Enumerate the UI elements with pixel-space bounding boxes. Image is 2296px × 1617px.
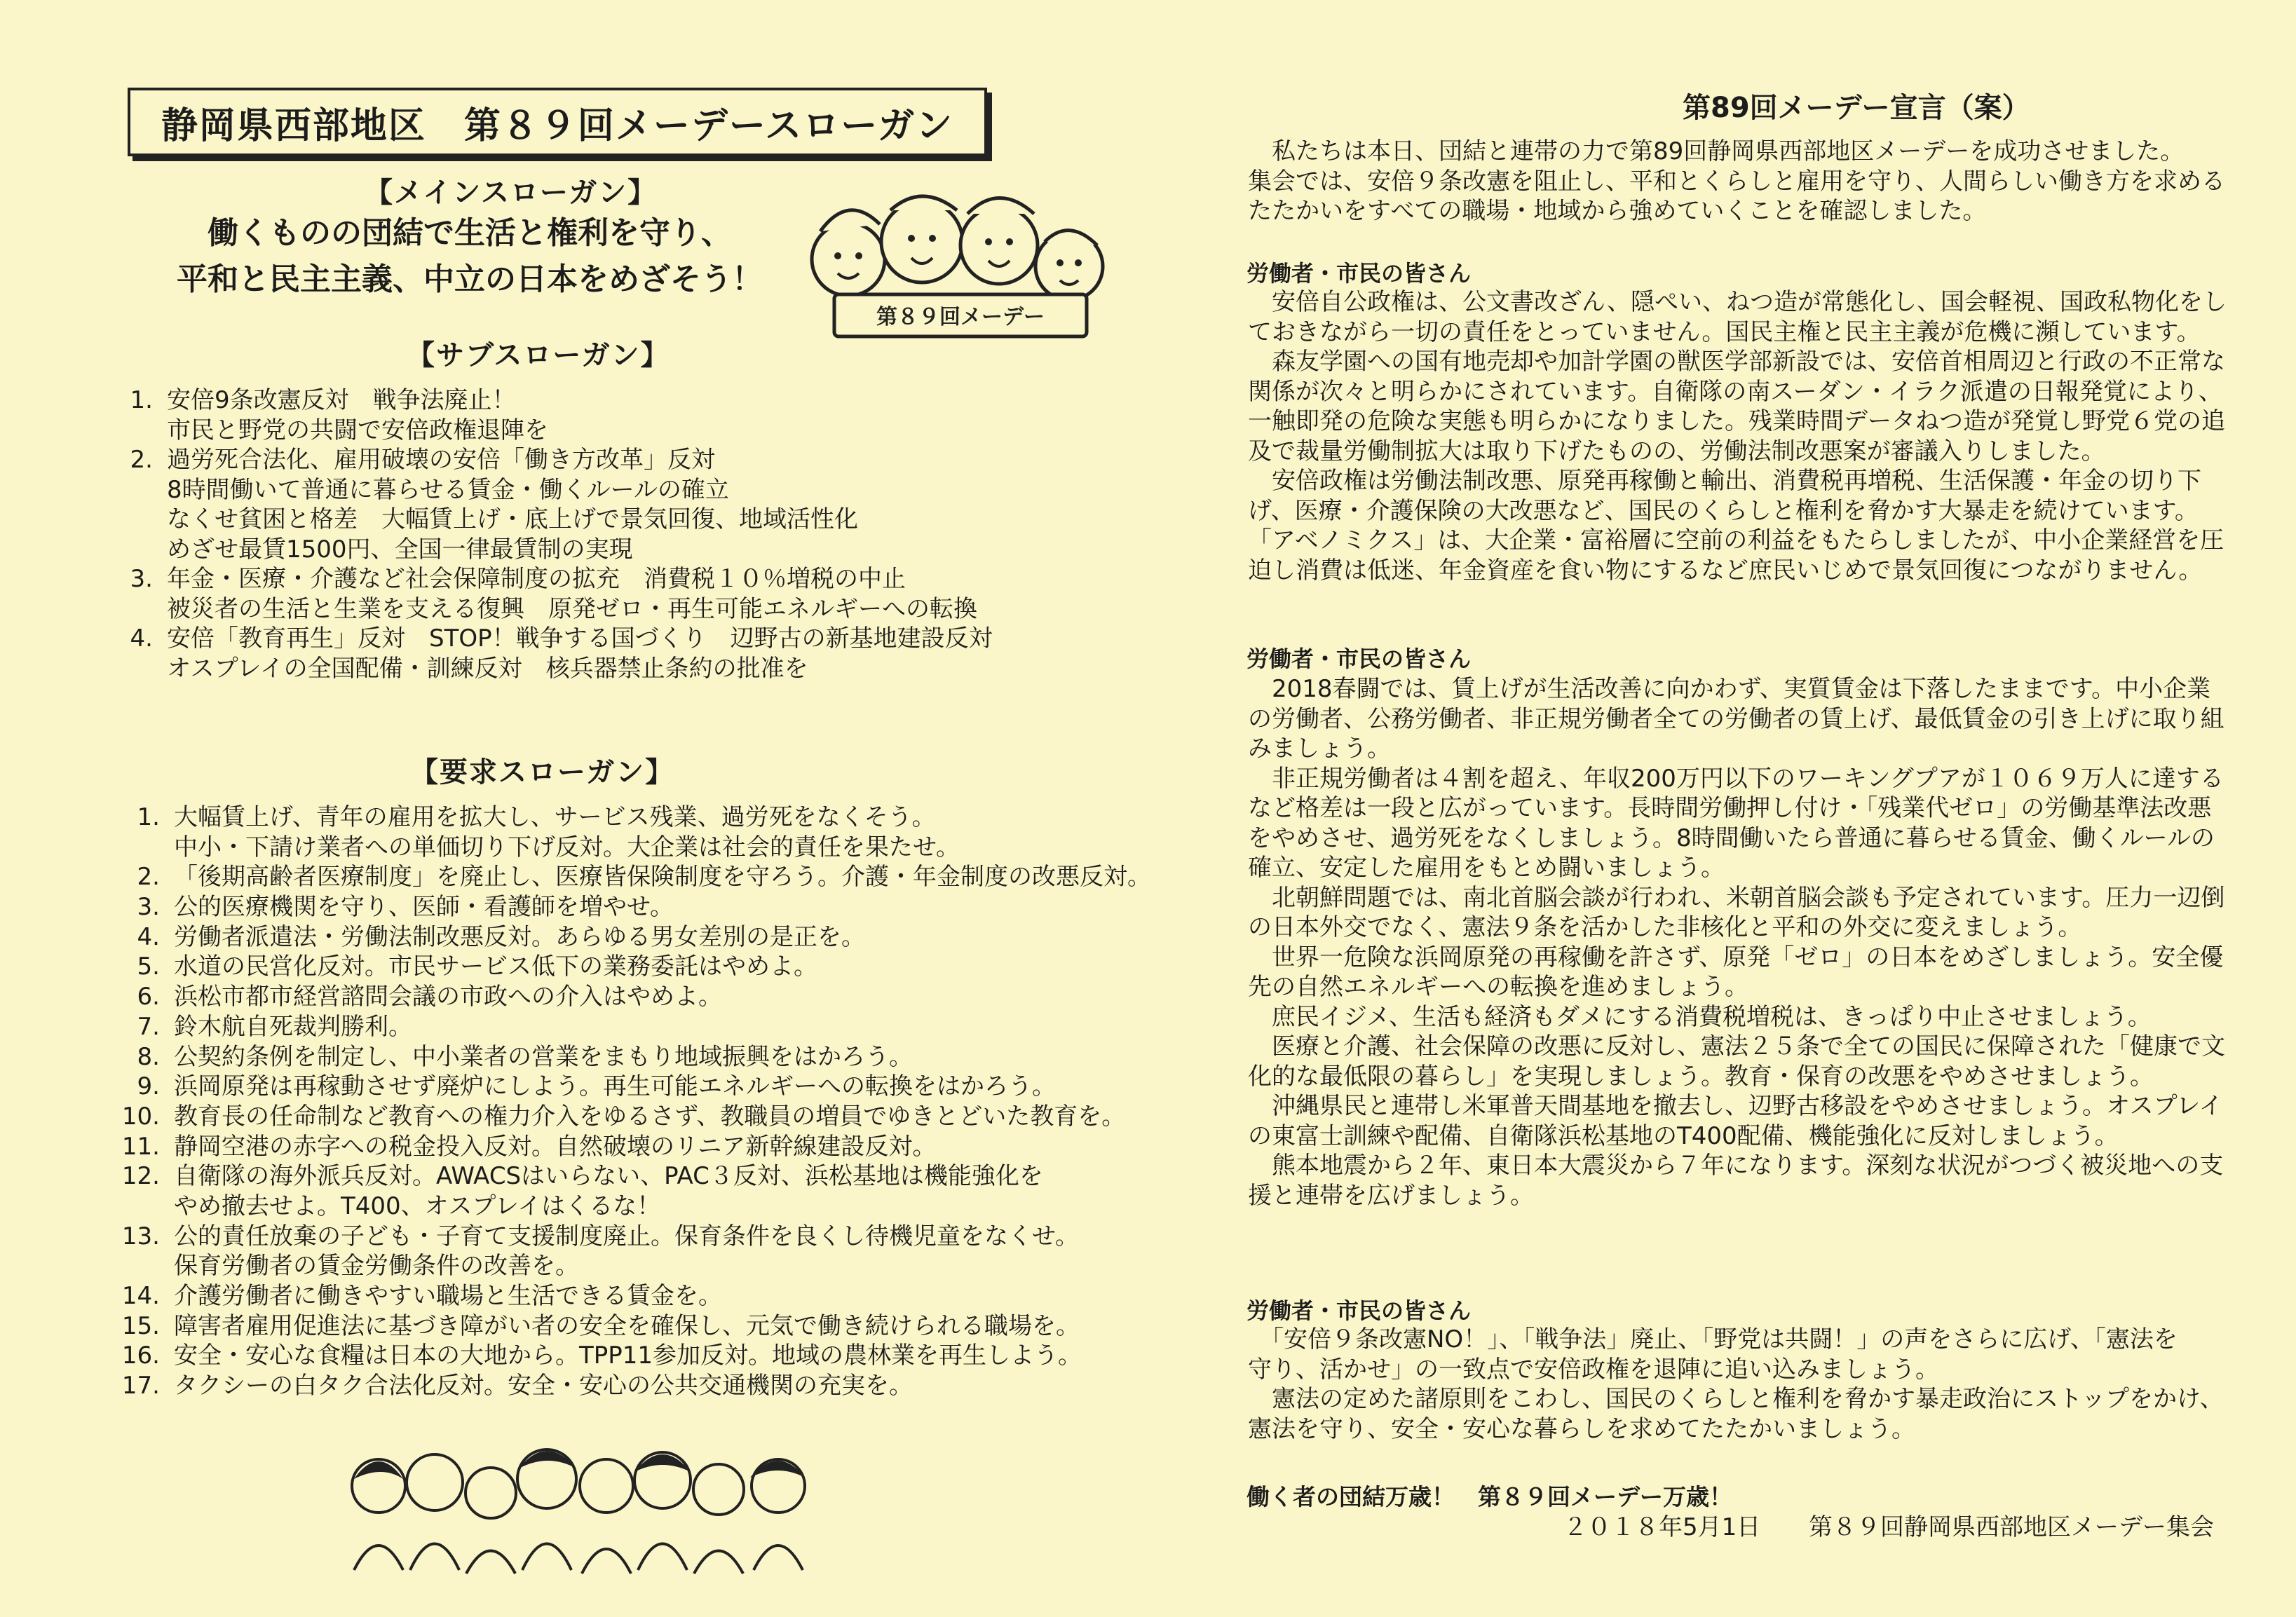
closing-cheer: 働く者の団結万歳！ 第８９回メーデー万歳！: [1247, 1483, 1732, 1510]
section-2: 2018春闘では、賃上げが生活改善に向かわず、実質賃金は下落したままです。中小企業 の労働者、公務労働者、非正規労働者全ての労働者の賃上げ、最低賃金の引き上げに取り組 みましょう。 非正規労働者は４割を超え、年収200万円以下のワーキングプアが１０６９万人に達する など格差は一段と広がっています。長時間労働押し付け・「残業代ゼロ」の労働基準法改悪 をやめさせ、過労死をなくしましょう。8時間働いたら普通に暮らせる賃金、働くルールの 確立、安定した雇用をもとめ闘いましょう。 北朝鮮問題では、南北首脳会談が行われ、米朝首脳会談も予定されています。圧力一辺倒 の日本外交でなく、憲法９条を活かした非核化と平和の外交に変えましょう。 世界一危険な浜岡原発の再稼働を許さず、原発「ゼロ」の日本をめざしましょう。安全優 先の自然エネルギーへの転換を進めましょう。 庶民イジメ、生活も経済もダメにする消費税増税は、きっぱり中止させましょう。 医療と介護、社会保障の改悪に反対し、憲法２５条で全ての国民に保障された「健康で文 化的な最低限の暮らし」を実現しましょう。教育・保育の改悪をやめさせましょう。 沖縄県民と連帯し米軍普天間基地を撤去し、辺野古移設をやめさせましょう。オスプレイ の東富士訓練や配備、自衛隊浜松基地のT400配備、機能強化に反対しましょう。 熊本地震から２年、東日本大震災から７年になります。深刻な状況がつづく被災地への支 援と連帯を広げましょう。: [1248, 675, 2225, 1210]
list-item: 7. 鈴木航自死裁判勝利。: [137, 1012, 412, 1041]
list-item: 8時間働いて普通に暮らせる賃金・働くルールの確立: [167, 475, 729, 504]
list-item: 3. 公的医療機関を守り、医師・看護師を増やせ。: [137, 893, 674, 922]
section-heading: 労働者・市民の皆さん: [1247, 260, 1472, 287]
crowd-illustration: [344, 1430, 834, 1591]
list-item: 6. 浜松市都市経営諮問会議の市政への介入はやめよ。: [137, 983, 722, 1011]
main-slogan-line-1: 働くものの団結で生活と権利を守り、: [208, 215, 732, 251]
list-item: 中小・下請け業者への単価切り下げ反対。大企業は社会的責任を果たせ。: [174, 833, 960, 861]
section-heading: 労働者・市民の皆さん: [1247, 1297, 1472, 1324]
list-item: 保育労働者の賃金労働条件の改善を。: [174, 1252, 579, 1281]
main-slogan-line-2: 平和と民主主義、中立の日本をめざそう！: [177, 261, 763, 297]
signature-date: ２０１８年5月1日: [1563, 1513, 1761, 1541]
list-item: 9. 浜岡原発は再稼動させず廃炉にしよう。再生可能エネルギーへの転換をはかろう。: [137, 1072, 1056, 1101]
request-slogan-heading: 【要求スローガン】: [410, 756, 675, 789]
declaration-title: 第89回メーデー宣言（案）: [1683, 92, 2030, 124]
list-item: 12. 自衛隊の海外派兵反対。AWACSはいらない、PAC３反対、浜松基地は機能強化を: [121, 1162, 1043, 1191]
list-item: オスプレイの全国配備・訓練反対 核兵器禁止条約の批准を: [167, 654, 808, 683]
list-item: 14. 介護労働者に働きやすい職場と生活できる賃金を。: [121, 1282, 722, 1310]
main-slogan-heading: 【メインスローガン】: [365, 177, 658, 209]
list-item: 被災者の生活と生業を支える復興 原発ゼロ・再生可能エネルギーへの転換: [167, 594, 977, 623]
list-item: 2. 「後期高齢者医療制度」を廃止し、医療皆保険制度を守ろう。介護・年金制度の改悪反対。: [137, 863, 1151, 892]
list-item: 16. 安全・安心な食糧は日本の大地から。TPP11参加反対。地域の農林業を再生しよう。: [121, 1342, 1082, 1370]
list-item: 1. 安倍9条改憲反対 戦争法廃止！: [130, 386, 516, 414]
signature-organization: 第８９回静岡県西部地区メーデー集会: [1809, 1513, 2214, 1541]
list-item: なくせ貧困と格差 大幅賃上げ・底上げで景気回復、地域活性化: [167, 505, 858, 533]
list-item: 17. タクシーの白タク合法化反対。安全・安心の公共交通機関の充実を。: [121, 1372, 913, 1400]
list-item: やめ撤去せよ。T400、オスプレイはくるな！: [174, 1192, 661, 1220]
list-item: 8. 公契約条例を制定し、中小業者の営業をまもり地域振興をはかろう。: [137, 1042, 913, 1071]
section-heading: 労働者・市民の皆さん: [1247, 646, 1472, 672]
list-item: 4. 安倍「教育再生」反対 STOP！戦争する国づくり 辺野古の新基地建設反対: [130, 625, 993, 653]
banner-text: 第８９回メーデー: [876, 305, 1045, 329]
page-title: 静岡県西部地区 第８９回メーデースローガン: [128, 88, 987, 156]
section-1: 安倍自公政権は、公文書改ざん、隠ぺい、ねつ造が常態化し、国会軽視、国政私物化をし ておきながら一切の責任をとっていません。国民主権と民主主義が危機に瀕しています。 森友学園への国有地売却や加計学園の獣医学部新設では、安倍首相周辺と行政の不正常な 関係が次々と明らかにされています。自衛隊の南スーダン・イラク派遣の日報発覚により、 一触即発の危険な実態も明らかになりました。残業時間データねつ造が発覚し野党６党の追 及で裁量労働制拡大は取り下げたものの、労働法制改悪案が審議入りしました。 安倍政権は労働法制改悪、原発再稼働と輸出、消費税再増税、生活保護・年金の切り下 げ、医療・介護保険の大改悪など、国民のくらしと権利を脅かす大暴走を続けています。 「アベノミクス」は、大企業・富裕層に空前の利益をもたらしましたが、中小企業経営を圧 迫し消費は低迷、年金資産を食い物にするなど庶民いじめで景気回復につながりません。: [1248, 288, 2227, 585]
workers-banner-illustration: [792, 175, 1122, 350]
list-item: 市民と野党の共闘で安倍政権退陣を: [167, 416, 548, 444]
list-item: 13. 公的責任放棄の子ども・子育て支援制度廃止。保育条件を良くし待機児童をなくせ。: [121, 1222, 1079, 1250]
request-slogan-list: [98, 803, 1151, 1401]
section-3: 「安倍９条改憲NO！」、「戦争法」廃止、「野党は共闘！」の声をさらに広げ、「憲法を 守り、活かせ」の一致点で安倍政権を退陣に追い込みましょう。 憲法の定めた諸原則をこわし、国民のくらしと権利を脅かす暴走政治にストップをかけ、 憲法を守り、安全・安心な暮らしを求めてたたかいましょう。: [1248, 1325, 2224, 1443]
list-item: 4. 労働者派遣法・労働法制改悪反対。あらゆる男女差別の是正を。: [137, 922, 865, 951]
list-item: 2. 過労死合法化、雇用破壊の安倍「働き方改革」反対: [130, 446, 715, 474]
list-item: 11. 静岡空港の赤字への税金投入反対。自然破壊のリニア新幹線建設反対。: [121, 1132, 937, 1161]
list-item: 5. 水道の民営化反対。市民サービス低下の業務委託はやめよ。: [137, 953, 817, 981]
list-item: めざせ最賃1500円、全国一律最賃制の実現: [167, 535, 633, 564]
sub-slogan-heading: 【サブスローガン】: [407, 339, 670, 371]
list-item: 10. 教育長の任命制など教育への権力介入をゆるさず、教職員の増員でゆきとどいた教育を。: [121, 1102, 1126, 1131]
list-item: 15. 障害者雇用促進法に基づき障がい者の安全を確保し、元気で働き続けられる職場を。: [121, 1311, 1080, 1340]
list-item: 1. 大幅賃上げ、青年の雇用を拡大し、サービス残業、過労死をなくそう。: [137, 803, 936, 831]
intro-paragraph: 私たちは本日、団結と連帯の力で第89回静岡県西部地区メーデーを成功させました。 集会では、安倍９条改憲を阻止し、平和とくらしと雇用を守り、人間らしい働き方を求める たたかいをすべての職場・地域から強めていくことを確認しました。: [1248, 137, 2225, 225]
list-item: 3. 年金・医療・介護など社会保障制度の拡充 消費税１０％増税の中止: [130, 565, 906, 593]
sub-slogan-list: [98, 386, 993, 683]
main-slogan: [119, 210, 820, 303]
